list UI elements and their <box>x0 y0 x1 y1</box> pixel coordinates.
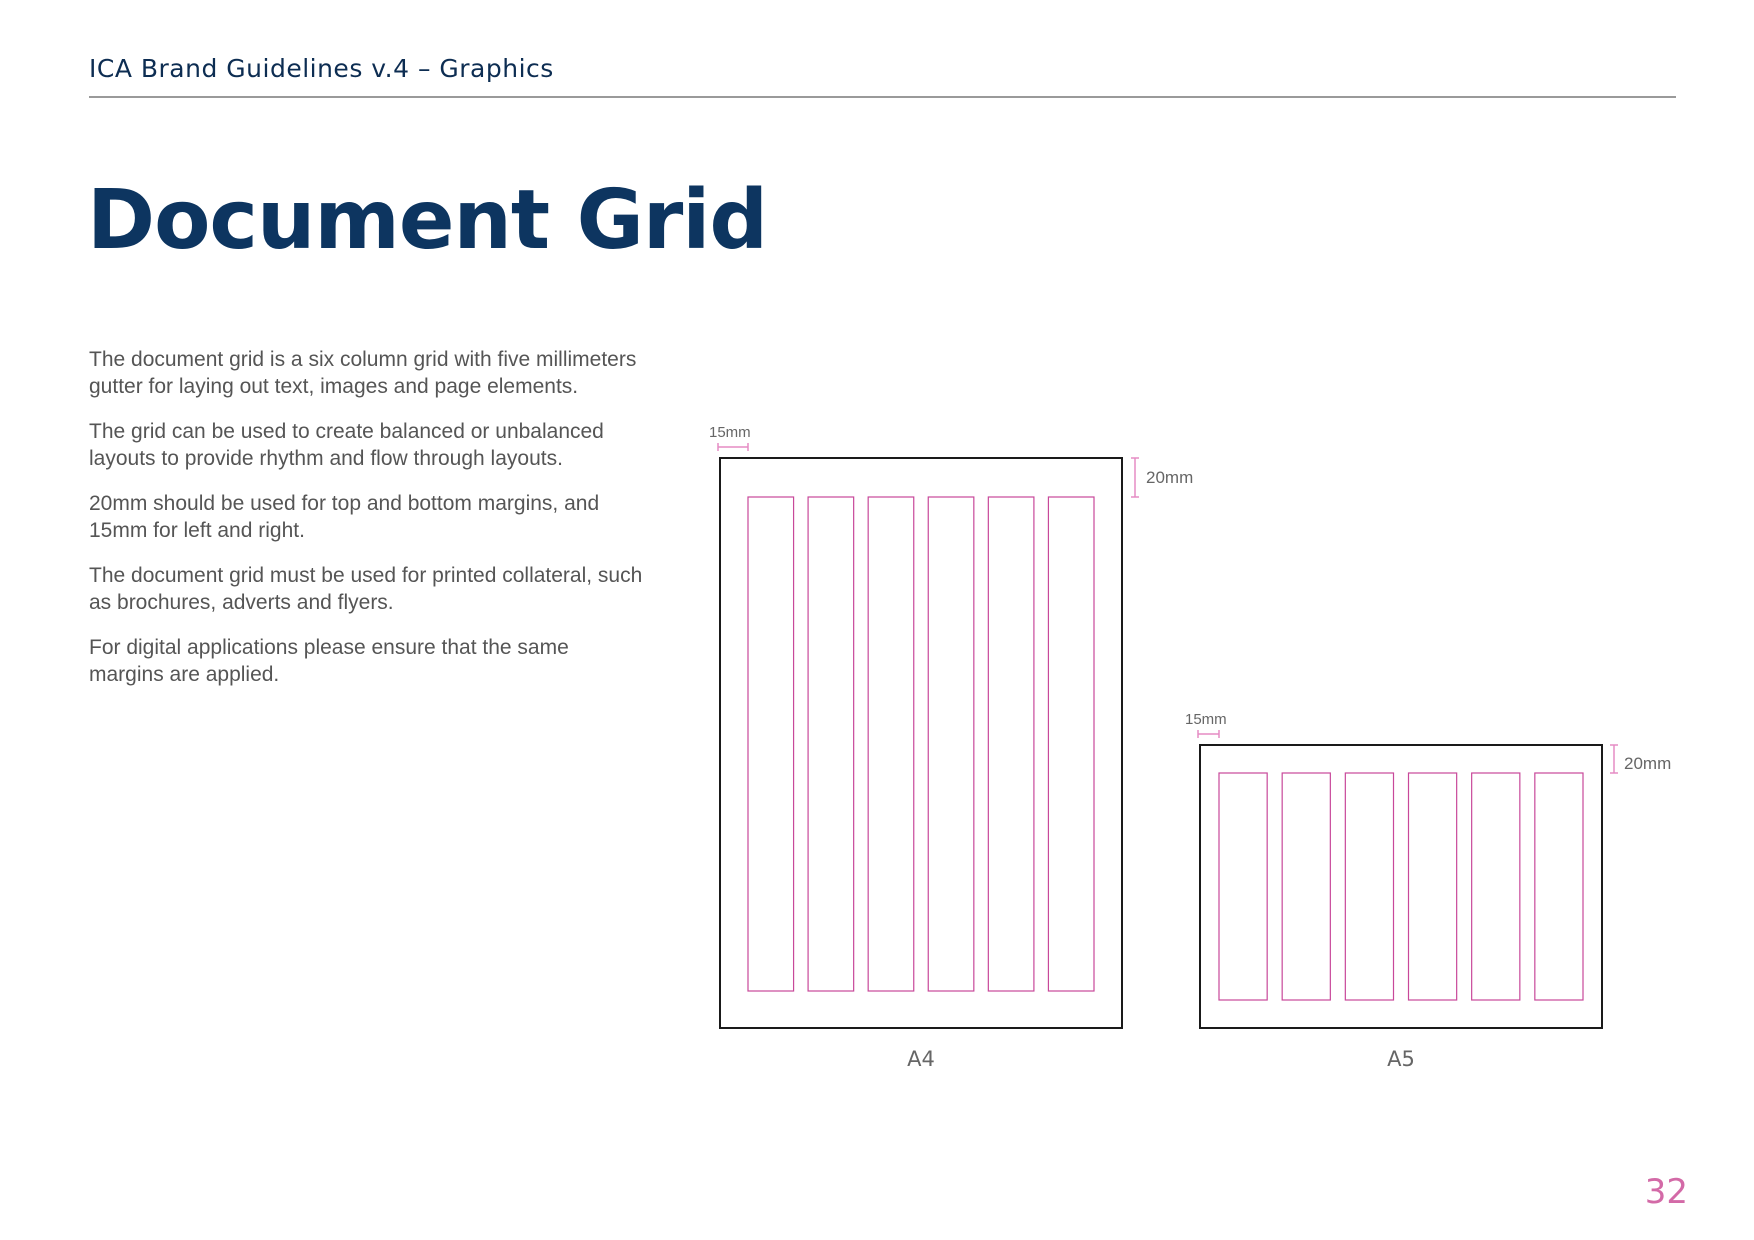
a5-top-margin-marker <box>1610 745 1618 773</box>
a4-top-margin-label: 20mm <box>1146 468 1194 487</box>
a5-top-margin-label: 20mm <box>1624 754 1672 773</box>
body-paragraph-5: For digital applications please ensure that the same margins are applied. <box>89 636 569 686</box>
a5-grid-column-3 <box>1345 773 1393 1000</box>
a5-grid-column-5 <box>1472 773 1520 1000</box>
body-paragraph-4: The document grid must be used for printed collateral, such as brochures, adverts and flyers. <box>89 564 643 614</box>
a5-side-margin-label: 15mm <box>1185 711 1227 728</box>
a4-grid-column-2 <box>808 497 854 991</box>
a4-label: A4 <box>907 1047 935 1071</box>
body-paragraph-3: 20mm should be used for top and bottom margins, and 15mm for left and right. <box>89 492 600 542</box>
a5-grid-columns <box>1219 773 1583 1000</box>
a5-grid-column-1 <box>1219 773 1267 1000</box>
a4-grid-column-1 <box>748 497 794 991</box>
a4-diagram <box>709 424 1193 1071</box>
a4-page-outline <box>720 458 1122 1028</box>
body-paragraph-2: The grid can be used to create balanced or unbalanced layouts to provide rhythm and flow through layouts. <box>89 420 604 470</box>
a5-label: A5 <box>1387 1047 1415 1071</box>
body-paragraph-1: The document grid is a six column grid with five millimeters gutter for laying out text, images and page elements. <box>89 348 637 398</box>
page-number: 32 <box>1644 1172 1688 1212</box>
a5-side-margin-marker <box>1198 730 1219 738</box>
a5-grid-column-2 <box>1282 773 1330 1000</box>
a4-grid-column-6 <box>1048 497 1094 991</box>
page-title: Document Grid <box>87 173 768 268</box>
a4-grid-column-3 <box>868 497 914 991</box>
a4-grid-columns <box>748 497 1094 991</box>
a5-grid-column-4 <box>1409 773 1457 1000</box>
header-title: ICA Brand Guidelines v.4 – Graphics <box>89 54 554 83</box>
a5-page-outline <box>1200 745 1602 1028</box>
a5-diagram <box>1185 711 1671 1071</box>
a4-top-margin-marker <box>1131 458 1139 497</box>
a4-side-margin-marker <box>718 443 748 451</box>
a4-grid-column-5 <box>988 497 1034 991</box>
a5-grid-column-6 <box>1535 773 1583 1000</box>
a4-grid-column-4 <box>928 497 974 991</box>
a4-side-margin-label: 15mm <box>709 424 751 441</box>
